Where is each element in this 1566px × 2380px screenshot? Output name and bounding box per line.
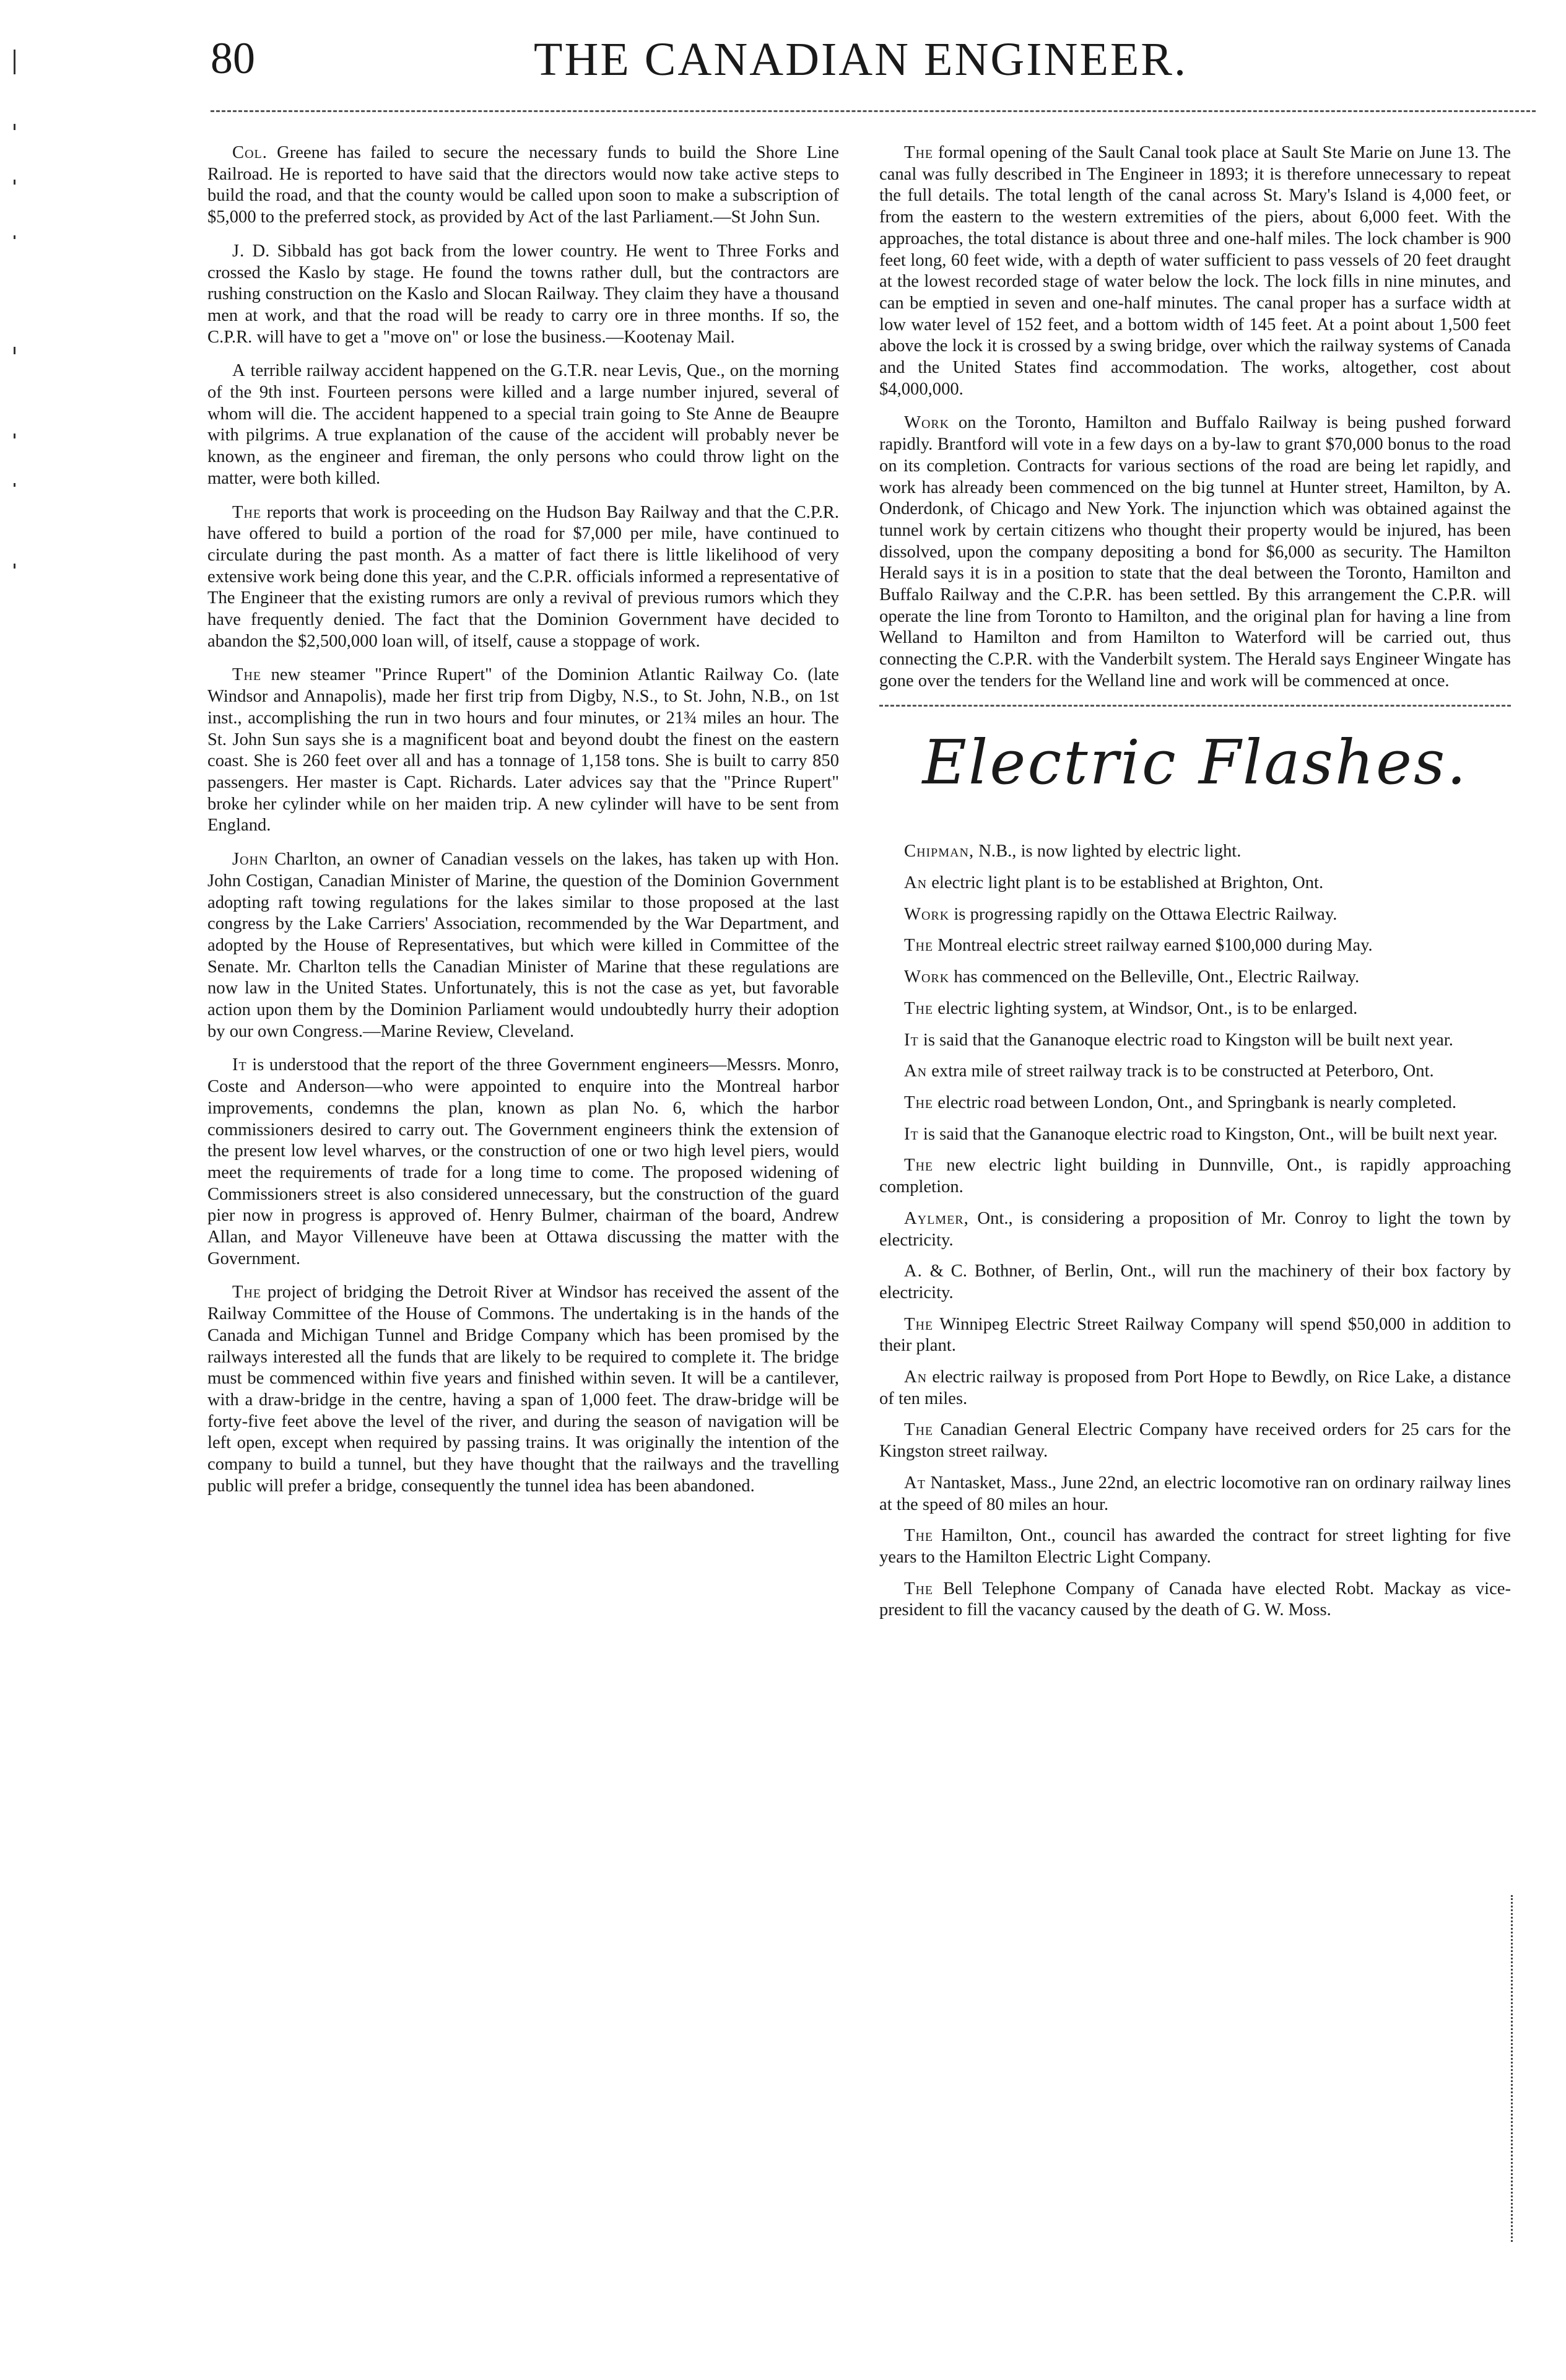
- flash-item: Aylmer, Ont., is considering a proposition of Mr. Conroy to light the town by electricity.: [879, 1208, 1511, 1250]
- lead-word: A.: [904, 1262, 923, 1281]
- article-paragraph: J. D. Sibbald has got back from the lower country. He went to Three Forks and crossed the Kaslo by stage. He found the towns rather dull, but the contractors are rushing construction on the Kaslo and Slocan Railway. They claim they have a thousand men at work, and that the road will be ready to carry ore in three months. If so, the C.P.R. will have to get a "move on" or lose the business.—Kootenay Mail.: [207, 241, 839, 347]
- page-header: [186, 33, 1536, 123]
- flash-item: Chipman, N.B., is now lighted by electric light.: [904, 842, 1242, 861]
- electric-flashes-heading: Electric Flashes.: [922, 727, 1468, 798]
- article-paragraph: John Charlton, an owner of Canadian vessels on the lakes, has taken up with Hon. John Costigan, Canadian Minister of Marine, the question of the Dominion Government adopting raft towing regulations for the lakes similar to those proposed at the last congress by the Lake Carriers' Association, recommended by the War Department, and adopted by the House of Representatives, but which were killed in Committee of the Senate. Mr. Charlton tells the Canadian Minister of Marine that these regulations are now law in the United States. Unfortunately, this is not the case as yet, but favorable action upon them by the Dominion Parliament would undoubtedly hurry their adoption by our own Congress.—Marine Review, Cleveland.: [207, 850, 839, 1041]
- lead-word: The: [904, 1420, 934, 1440]
- flash-item: The Bell Telephone Company of Canada have elected Robt. Mackay as vice-president to fill the vacancy caused by the death of G. W. Moss.: [879, 1579, 1511, 1620]
- lead-word: Work: [904, 967, 950, 987]
- lead-word: The: [904, 1579, 934, 1598]
- lead-word: Work: [904, 413, 950, 433]
- flash-item: Work is progressing rapidly on the Ottawa Electric Railway.: [904, 904, 1338, 924]
- article-paragraph: The reports that work is proceeding on the Hudson Bay Railway and that the C.P.R. have offered to build a portion of the road for $7,000 per mile, have continued to circulate during the past month. As a matter of fact there is little likelihood of very extensive work being done this year, and the C.P.R. officials informed a representative of The Engineer that the existing rumors are only a revival of previous rumors which they have frequently denied. The fact that the Dominion Government have decided to abandon the $2,500,000 loan will, of itself, cause a stoppage of work.: [207, 502, 839, 651]
- lead-word: J.: [232, 241, 245, 261]
- article-paragraph: It is understood that the report of the three Government engineers—Messrs. Monro, Coste and Anderson—who were appointed to enquire into the Montreal harbor improvements, condemns the plan, known as plan No. 6, which the harbor commissioners desired to carry out. The Government engineers think the extension of the present low level wharves, or the construction of one or two high level piers, would meet the requirements of trade for a long time to come. The proposed widening of Commissioners street is also considered unnecessary, but the construction of the guard pier now in progress is approved of. Henry Bulmer, chairman of the board, Andrew Allan, and Mayor Villeneuve have been at Ottawa discussing the matter with the Government.: [207, 1055, 839, 1268]
- lead-word: The: [904, 1526, 934, 1546]
- article-paragraph: Col. Greene has failed to secure the necessary funds to build the Shore Line Railroad. He is reported to have said that the directors would now take active steps to build the road, and that the county would be called upon soon to make a subscription of $5,000 to the preferred stock, as provided by Act of the last Parliament.—St John Sun.: [207, 143, 839, 227]
- scan-edge-marks: [11, 50, 21, 607]
- page-number: 80: [211, 33, 255, 83]
- lead-word: The: [232, 665, 262, 685]
- lead-word: Col.: [232, 143, 268, 162]
- flash-item: It is said that the Gananoque electric road to Kingston will be built next year.: [904, 1030, 1453, 1050]
- flash-item: Work has commenced on the Belleville, Ont., Electric Railway.: [904, 967, 1360, 987]
- flash-item: The new electric light building in Dunnville, Ont., is rapidly approaching completion.: [879, 1156, 1511, 1197]
- lead-word: A: [232, 361, 246, 381]
- flash-item: A. & C. Bothner, of Berlin, Ont., will run the machinery of their box factory by electricity.: [879, 1262, 1511, 1302]
- flash-item: The electric lighting system, at Windsor, Ont., is to be enlarged.: [904, 998, 1358, 1018]
- lead-word: The: [904, 1093, 934, 1112]
- lead-word: The: [904, 1314, 934, 1334]
- lead-word: Chipman,: [904, 842, 975, 861]
- article-paragraph: Work on the Toronto, Hamilton and Buffalo Railway is being pushed forward rapidly. Brantford will vote in a few days on a by-law to grant $70,000 bonus to the road on its completion. Contracts for various sections of the road are being let rapidly, and work has already been commenced on the big tunnel at Hunter street, Hamilton, by A. Onderdonk, of Chicago and New York. The injunction which was obtained against the tunnel work by certain citizens who thought their property would be injured, has been dissolved, upon the company depositing a bond for $6,000 as security. The Hamilton Herald says it is in a position to state that the deal between the Toronto, Hamilton and Buffalo Railway and the C.P.R. has been settled. By this arrangement the C.P.R. will operate the line from Toronto to Hamilton, and the original plan for having a line from Welland to Hamilton and from Hamilton to Waterford will be carried out, thus connecting the C.P.R. with the Vanderbilt system. The Herald says Engineer Wingate has gone over the tenders for the Welland line and work will be commenced at once.: [879, 413, 1511, 691]
- lead-word: Aylmer,: [904, 1208, 969, 1228]
- article-paragraph: The formal opening of the Sault Canal took place at Sault Ste Marie on June 13. The canal was fully described in The Engineer in 1893; it is therefore unnecessary to repeat the full details. The total length of the canal across St. Mary's Island is 4,000 feet, or from the eastern to the western extremities of the piers, about 6,000 feet. With the approaches, the total distance is about three and one-half miles. The lock chamber is 900 feet long, 60 feet wide, with a depth of water sufficient to pass vessels of 20 feet draught at the lowest recorded stage of water below the lock. The lock fills in nine minutes, and can be emptied in seven and one-half minutes. The canal proper has a surface width at low water level of 152 feet, and a bottom width of 145 feet. At a point about 1,500 feet above the lock it is crossed by a swing bridge, over which the railway systems of Canada and the United States find accommodation. The works, altogether, cost about $4,000,000.: [879, 143, 1511, 399]
- header-rule: [211, 110, 1536, 112]
- lead-word: The: [904, 1156, 934, 1175]
- masthead: THE CANADIAN ENGINEER.: [534, 33, 1188, 85]
- scan-edge-marks-right: [1511, 1895, 1518, 2242]
- left-column: [207, 142, 839, 1509]
- flash-item: The Hamilton, Ont., council has awarded the contract for street lighting for five years to the Hamilton Electric Light Company.: [879, 1526, 1511, 1567]
- lead-word: Work: [904, 904, 950, 924]
- flash-item: An extra mile of street railway track is to be constructed at Peterboro, Ont.: [904, 1061, 1434, 1081]
- lead-word: The: [904, 936, 934, 956]
- article-paragraph: The project of bridging the Detroit River at Windsor has received the assent of the Railway Committee of the House of Commons. The undertaking is in the hands of the Canada and Michigan Tunnel and Bridge Company which has been promised by the railways interested all the funds that are likely to be required to complete it. The bridge must be commenced within five years and finished within seven. It will be a cantilever, with a draw-bridge in the centre, having a span of 1,000 feet. The draw-bridge will be forty-five feet above the level of the river, and during the season of navigation will be left open, except when required by passing trains. It was originally the intention of the company to build a tunnel, but they have thought that the railways and the travelling public will prefer a bridge, consequently the tunnel idea has been abandoned.: [207, 1283, 839, 1496]
- lead-word: An: [904, 1061, 928, 1081]
- lead-word: It: [232, 1055, 247, 1075]
- article-paragraph: A terrible railway accident happened on the G.T.R. near Levis, Que., on the morning of the 9th inst. Fourteen persons were killed and a large number injured, several of whom will die. The accident happened to a special train going to Ste Anne de Beaupre with pilgrims. A true explanation of the cause of the accident will probably never be known, as the engineer and fireman, the only persons who could throw light on the matter, were both killed.: [207, 361, 839, 488]
- lead-word: The: [232, 1283, 262, 1302]
- lead-word: It: [904, 1124, 919, 1144]
- flash-item: The Canadian General Electric Company have received orders for 25 cars for the Kingston street railway.: [879, 1420, 1511, 1462]
- lead-word: The: [904, 143, 934, 162]
- section-divider: [879, 705, 1511, 707]
- article-paragraph: The new steamer "Prince Rupert" of the Dominion Atlantic Railway Co. (late Windsor and Annapolis), made her first trip from Digby, N.S., to St. John, N.B., on 1st inst., accomplishing the run in two hours and four minutes, or 21¾ miles an hour. The St. John Sun says she is a magnificent boat and beyond doubt the finest on the eastern coast. She is 260 feet over all and has a tonnage of 1,158 tons. She is built to carry 850 passengers. Her master is Capt. Richards. Later advices say that the "Prince Rupert" broke her cylinder while on her maiden trip. A new cylinder will have to be sent from England.: [207, 665, 839, 835]
- lead-word: An: [904, 873, 928, 893]
- flash-item: The Montreal electric street railway earned $100,000 during May.: [904, 936, 1373, 956]
- flash-item: The electric road between London, Ont., and Springbank is nearly completed.: [904, 1093, 1456, 1112]
- flash-item: At Nantasket, Mass., June 22nd, an electric locomotive ran on ordinary railway lines at the speed of 80 miles an hour.: [879, 1473, 1511, 1514]
- lead-word: An: [904, 1367, 928, 1387]
- lead-word: The: [904, 998, 934, 1018]
- flash-item: An electric light plant is to be established at Brighton, Ont.: [904, 873, 1324, 893]
- flash-item: It is said that the Gananoque electric road to Kingston, Ont., will be built next year.: [904, 1124, 1498, 1144]
- lead-word: At: [904, 1473, 926, 1493]
- flash-item: An electric railway is proposed from Port Hope to Bewdly, on Rice Lake, a distance of ten miles.: [879, 1367, 1511, 1408]
- right-column: [879, 142, 1511, 1631]
- flash-item: The Winnipeg Electric Street Railway Company will spend $50,000 in addition to their plant.: [879, 1314, 1511, 1356]
- lead-word: John: [232, 850, 269, 870]
- lead-word: It: [904, 1030, 919, 1050]
- lead-word: The: [232, 502, 262, 522]
